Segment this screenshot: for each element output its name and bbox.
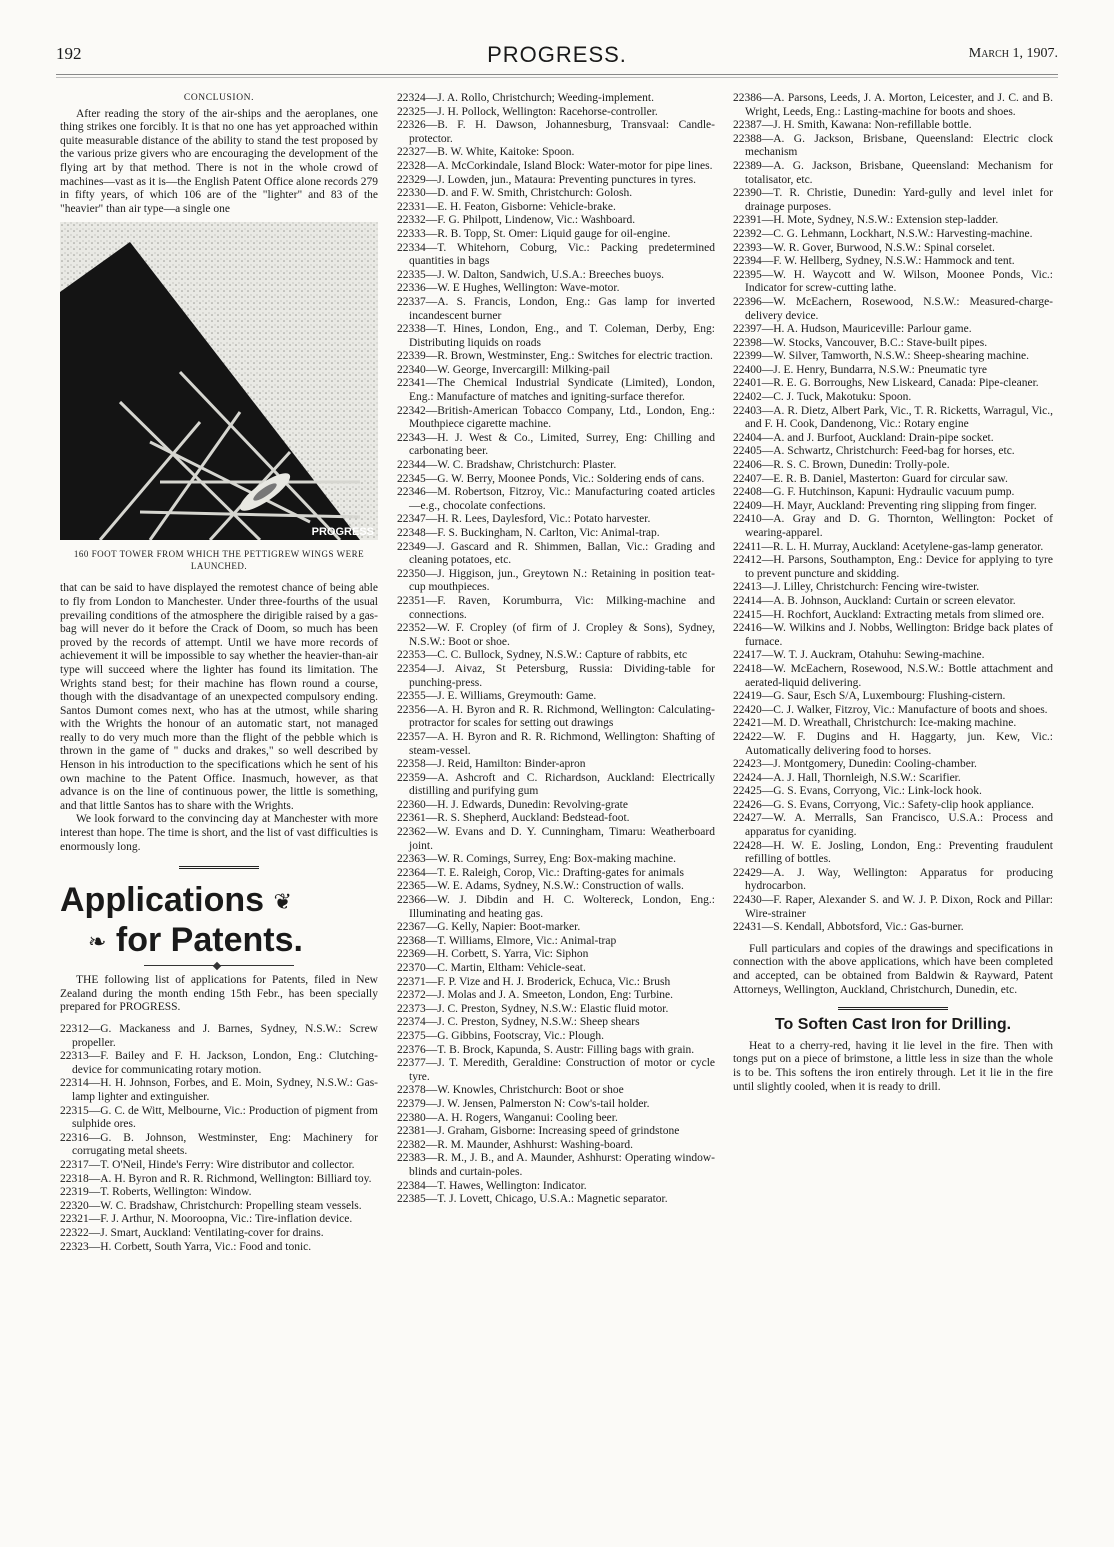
list-item: 22386—A. Parsons, Leeds, J. A. Morton, Leicester, and J. C. and B. Wright, Leeds, Eng.: Lasting-machine for boots and shoes.	[733, 92, 1053, 118]
page-number: 192	[56, 44, 82, 63]
list-item: 22315—G. C. de Witt, Melbourne, Vic.: Production of pigment from sulphide ores.	[60, 1104, 378, 1131]
publication-title: PROGRESS.	[487, 42, 627, 67]
list-item: 22363—W. R. Comings, Surrey, Eng: Box-making machine.	[397, 853, 676, 866]
list-item: 22326—B. F. H. Dawson, Johannesburg, Transvaal: Candle-protector.	[397, 119, 715, 145]
column-2	[397, 92, 715, 1207]
column-1	[60, 92, 378, 1254]
list-item: 22407—E. R. B. Daniel, Masterton: Guard for circular saw.	[733, 472, 1008, 485]
list-item: 22360—H. J. Edwards, Dunedin: Revolving-grate	[397, 798, 628, 811]
list-item: 22411—R. L. H. Murray, Auckland: Acetylene-gas-lamp generator.	[733, 540, 1044, 553]
list-item: 22314—H. H. Johnson, Forbes, and E. Moin, Sydney, N.S.W.: Gas-lamp lighter and extinguisher.	[60, 1077, 378, 1103]
list-item: 22368—T. Williams, Elmore, Vic.: Animal-trap	[397, 934, 617, 947]
list-item: 22361—R. S. Shepherd, Auckland: Bedstead-foot.	[397, 812, 630, 825]
list-item: 22353—C. C. Bullock, Sydney, N.S.W.: Capture of rabbits, etc	[397, 649, 688, 662]
list-item: 22409—H. Mayr, Auckland: Preventing ring slipping from finger.	[733, 499, 1037, 512]
page-header	[56, 42, 1058, 72]
entries-list-1	[60, 1023, 378, 1254]
list-item: 22401—R. E. G. Borroughs, New Liskeard, Canada: Pipe-cleaner.	[733, 377, 1039, 390]
list-item: 22403—A. R. Dietz, Albert Park, Vic., T. R. Ricketts, Warragul, Vic., and F. H. Cook, Dandenong, Vic.: Rotary engine	[733, 404, 1053, 431]
list-item: 22335—J. W. Dalton, Sandwich, U.S.A.: Breeches buoys.	[397, 268, 665, 281]
list-item: 22323—H. Corbett, South Yarra, Vic.: Food and tonic.	[60, 1240, 312, 1253]
list-item: 22365—W. E. Adams, Sydney, N.S.W.: Construction of walls.	[397, 880, 684, 893]
list-item: 22390—T. R. Christie, Dunedin: Yard-gully and level inlet for drainage purposes.	[733, 187, 1053, 213]
list-item: 22327—B. W. White, Kaitoke: Spoon.	[397, 146, 575, 159]
conclusion-paragraph-3: We look forward to the convincing day at Manchester with more interest than hope. The time is short, and the list of vast difficulties is enormously long.	[60, 813, 379, 853]
list-item: 22421—M. D. Wreathall, Christchurch: Ice-making machine.	[733, 717, 1017, 730]
list-item: 22344—W. C. Bradshaw, Christchurch: Plaster.	[397, 459, 617, 472]
list-item: 22342—British-American Tobacco Company, Ltd., London, Eng.: Mouthpiece cigarette machine.	[397, 404, 715, 431]
list-item: 22373—J. C. Preston, Sydney, N.S.W.: Elastic fluid motor.	[397, 1002, 669, 1015]
list-item: 22385—T. J. Lovett, Chicago, U.S.A.: Magnetic separator.	[397, 1193, 668, 1206]
list-item: 22380—A. H. Rogers, Wanganui: Cooling beer.	[397, 1111, 618, 1124]
list-item: 22337—A. S. Francis, London, Eng.: Gas lamp for inverted incandescent burner	[397, 295, 715, 322]
section-divider	[838, 1007, 948, 1010]
article-text: Heat to a cherry-red, having it lie level in the fire. Then with tongs put on a piece of brimstone, a little less in size than the whole is to be. This softens the iron entirely through. Let it lie in the fire until slightly cooled, when it is ready to drill.	[733, 1039, 1053, 1093]
section-title-line-1: Applications	[60, 881, 265, 920]
list-item: 22418—W. McEachern, Rosewood, N.S.W.: Bottle attachment and aerated-liquid delivering.	[733, 662, 1053, 689]
list-item: 22319—T. Roberts, Wellington: Window.	[60, 1186, 252, 1199]
entries-list-3	[733, 92, 1053, 935]
list-item: 22312—G. Mackaness and J. Barnes, Sydney, N.S.W.: Screw propeller.	[60, 1023, 378, 1049]
list-item: 22372—J. Molas and J. A. Smeeton, London, Eng: Turbine.	[397, 989, 674, 1002]
photo-caption: 160 FOOT TOWER FROM WHICH THE PETTIGREW WINGS WERE LAUNCHED.	[73, 549, 365, 572]
list-item: 22408—G. F. Hutchinson, Kapuni: Hydraulic vacuum pump.	[733, 486, 1015, 499]
list-item: 22423—J. Montgomery, Dunedin: Cooling-chamber.	[733, 758, 977, 771]
list-item: 22405—A. Schwartz, Christchurch: Feed-bag for horses, etc.	[733, 445, 1015, 458]
photo-watermark: PROGRESS	[311, 526, 374, 539]
list-item: 22375—G. Gibbins, Footscray, Vic.: Plough.	[397, 1029, 604, 1042]
list-item: 22333—R. B. Topp, St. Omer: Liquid gauge for oil-engine.	[397, 227, 671, 240]
list-item: 22351—F. Raven, Korumburra, Vic: Milking-machine and connections.	[397, 594, 715, 621]
closing-note: Full particulars and copies of the drawings and specifications in connection with the above applications, which have been completed and accepted, can be obtained from Baldwin & Rayward, Patent Attorneys, Wellington, Auckland, Christchurch, Dunedin, etc.	[733, 942, 1053, 996]
article-title: To Soften Cast Iron for Drilling.	[774, 1016, 1012, 1034]
list-item: 22316—G. B. Johnson, Westminster, Eng: Machinery for corrugating metal sheets.	[60, 1131, 378, 1158]
list-item: 22331—E. H. Featon, Gisborne: Vehicle-brake.	[397, 200, 616, 213]
list-item: 22369—H. Corbett, S. Yarra, Vic: Siphon	[397, 948, 589, 961]
list-item: 22320—W. C. Bradshaw, Christchurch: Propelling steam vessels.	[60, 1199, 362, 1212]
list-item: 22352—W. F. Cropley (of firm of J. Cropley & Sons), Sydney, N.S.W.: Boot or shoe.	[397, 622, 715, 648]
list-item: 22429—A. J. Way, Wellington: Apparatus for producing hydrocarbon.	[733, 866, 1053, 893]
list-item: 22346—M. Robertson, Fitzroy, Vic.: Manufacturing coated articles—e.g., chocolate confections.	[397, 486, 715, 512]
list-item: 22332—F. G. Philpott, Lindenow, Vic.: Washboard.	[397, 214, 636, 227]
conclusion-heading: CONCLUSION.	[183, 93, 255, 103]
list-item: 22350—J. Higgison, jun., Greytown N.: Retaining in position teat-cup mouthpieces.	[397, 567, 715, 594]
list-item: 22348—F. S. Buckingham, N. Carlton, Vic: Animal-trap.	[397, 527, 660, 539]
list-item: 22391—H. Mote, Sydney, N.S.W.: Extension step-ladder.	[733, 214, 999, 227]
list-item: 22393—W. R. Gover, Burwood, N.S.W.: Spinal corselet.	[733, 241, 995, 254]
list-item: 22379—J. W. Jensen, Palmerston N: Cow's-tail holder.	[397, 1097, 650, 1110]
list-item: 22343—H. J. West & Co., Limited, Surrey, Eng: Chilling and carbonating beer.	[397, 431, 715, 458]
list-item: 22381—J. Graham, Gisborne: Increasing speed of grindstone	[397, 1125, 680, 1138]
list-item: 22339—R. Brown, Westminster, Eng.: Switches for electric traction.	[397, 350, 713, 363]
list-item: 22370—C. Martin, Eltham: Vehicle-seat.	[397, 962, 586, 974]
list-item: 22377—J. T. Meredith, Geraldine: Construction of motor or cycle tyre.	[397, 1057, 715, 1083]
list-item: 22359—A. Ashcroft and C. Richardson, Auckland: Electrically distilling and purifying gum	[397, 771, 715, 798]
list-item: 22430—F. Raper, Alexander S. and W. J. P. Dixon, Rock and Pillar: Wire-strainer	[733, 894, 1053, 920]
list-item: 22425—G. S. Evans, Corryong, Vic.: Link-lock hook.	[733, 785, 982, 798]
list-item: 22330—D. and F. W. Smith, Christchurch: Golosh.	[397, 187, 633, 200]
list-item: 22394—F. W. Hellberg, Sydney, N.S.W.: Hammock and tent.	[733, 255, 1015, 268]
flourish-icon: ❦	[273, 889, 292, 915]
list-item: 22336—W. E Hughes, Wellington: Wave-motor.	[397, 282, 620, 295]
list-item: 22345—G. W. Berry, Moonee Ponds, Vic.: Soldering ends of cans.	[397, 472, 705, 485]
list-item: 22431—S. Kendall, Abbotsford, Vic.: Gas-burner.	[733, 921, 964, 934]
list-item: 22325—J. H. Pollock, Wellington: Racehorse-controller.	[397, 105, 658, 118]
list-item: 22378—W. Knowles, Christchurch: Boot or shoe	[397, 1084, 624, 1097]
list-item: 22324—J. A. Rollo, Christchurch; Weeding-implement.	[397, 92, 654, 104]
issue-date: March 1, 1907.	[968, 46, 1058, 61]
list-item: 22406—R. S. C. Brown, Dunedin: Trolly-pole.	[733, 459, 950, 472]
list-item: 22383—R. M., J. B., and A. Maunder, Ashhurst: Operating window-blinds and curtain-poles.	[397, 1152, 715, 1178]
list-item: 22397—H. A. Hudson, Mauriceville: Parlour game.	[733, 323, 972, 336]
list-item: 22318—A. H. Byron and R. R. Richmond, Wellington: Billiard toy.	[60, 1172, 372, 1185]
list-item: 22362—W. Evans and D. Y. Cunningham, Timaru: Weatherboard joint.	[397, 826, 715, 852]
list-item: 22340—W. George, Invercargill: Milking-pail	[397, 363, 610, 376]
list-item: 22419—G. Saur, Esch S/A, Luxembourg: Flushing-cistern.	[733, 690, 1006, 703]
list-item: 22354—J. Aivaz, St Petersburg, Russia: Dividing-table for punching-press.	[397, 662, 715, 689]
list-item: 22355—J. E. Williams, Greymouth: Game.	[397, 690, 597, 703]
column-3	[733, 92, 1053, 1094]
list-item: 22367—G. Kelly, Napier: Boot-marker.	[397, 921, 581, 934]
list-item: 22317—T. O'Neil, Hinde's Ferry: Wire distributor and collector.	[60, 1158, 355, 1171]
header-rule	[56, 74, 1058, 78]
list-item: 22413—J. Lilley, Christchurch: Fencing wire-twister.	[733, 581, 980, 594]
list-item: 22426—G. S. Evans, Corryong, Vic.: Safety-clip hook appliance.	[733, 798, 1034, 811]
list-item: 22338—T. Hines, London, Eng., and T. Coleman, Derby, Eng: Distributing liquids on roads	[397, 323, 715, 349]
list-item: 22313—F. Bailey and F. H. Jackson, London, Eng.: Clutching-device for communicating rotary motion.	[60, 1050, 378, 1076]
list-item: 22356—A. H. Byron and R. R. Richmond, Wellington: Calculating-protractor for scales for setting out drawings	[397, 703, 715, 730]
title-ornament-rule	[144, 965, 294, 966]
list-item: 22376—T. B. Brock, Kapunda, S. Austr: Filling bags with grain.	[397, 1043, 695, 1056]
conclusion-paragraph-2: that can be said to have displayed the remotest chance of being able to fly from London to Manchester. Under three-fourths of the usual prevailing conditions of the atmosphere the dirigible raised by a gas-bag will never do it before the Crack of Doom, so much has been proved by the records of attempt. Until we have more records of achievement it will be impossible to say whether the heavier-than-air type will succeed where the lighter has found its limitation. The Wrights stand best; for their machine has flown round a course, though with the disadvantage of an unexpected compulsory ending. Santos Dumont comes next, who has at the utmost, while sharing with the Wrights the honour of an automatic start, not managed really to do very much more than the flight of the pebble which is thrown in the game of " ducks and drakes," so well described by Henson in his introduction to the specifications which he sent of his own machine to the Patent Office. Inasmuch, however, as that advance is on the line of continuous power, the little is something, and that little Santos has to share with the Wrights.	[60, 582, 378, 812]
list-item: 22382—R. M. Maunder, Ashhurst: Washing-board.	[397, 1138, 634, 1151]
list-item: 22364—T. E. Raleigh, Corop, Vic.: Drafting-gates for animals	[397, 866, 684, 879]
list-item: 22396—W. McEachern, Rosewood, N.S.W.: Measured-charge-delivery device.	[733, 295, 1053, 322]
list-item: 22347—H. R. Lees, Daylesford, Vic.: Potato harvester.	[397, 513, 651, 526]
section-title-line-2: for Patents.	[115, 921, 303, 960]
list-item: 22366—W. J. Dibdin and H. C. Woltereck, London, Eng.: Illuminating and heating gas.	[397, 894, 715, 920]
patents-intro: THE following list of applications for Patents, filed in New Zealand during the month ending 15th Febr., has been specially prepared for PROGRESS.	[60, 974, 378, 1014]
list-item: 22349—J. Gascard and R. Shimmen, Ballan, Vic.: Grading and cleaning potatoes, etc.	[397, 540, 715, 567]
list-item: 22358—J. Reid, Hamilton: Binder-apron	[397, 758, 586, 771]
list-item: 22410—A. Gray and D. G. Thornton, Wellington: Pocket of wearing-apparel.	[733, 513, 1053, 539]
list-item: 22328—A. McCorkindale, Island Block: Water-motor for pipe lines.	[397, 159, 713, 172]
list-item: 22389—A. G. Jackson, Brisbane, Queensland: Mechanism for totalisator, etc.	[733, 159, 1053, 186]
list-item: 22398—W. Stocks, Vancouver, B.C.: Stave-built pipes.	[733, 336, 988, 349]
list-item: 22427—W. A. Merralls, San Francisco, U.S.A.: Process and apparatus for cyaniding.	[733, 812, 1053, 839]
list-item: 22357—A. H. Byron and R. R. Richmond, Wellington: Shafting of steam-vessel.	[397, 730, 715, 757]
section-divider	[179, 866, 259, 871]
list-item: 22388—A. G. Jackson, Brisbane, Queensland: Electric clock mechanism	[733, 132, 1053, 159]
list-item: 22416—W. Wilkins and J. Nobbs, Wellington: Bridge back plates of furnace.	[733, 622, 1053, 648]
list-item: 22420—C. J. Walker, Fitzroy, Vic.: Manufacture of boots and shoes.	[733, 703, 1048, 716]
list-item: 22424—A. J. Hall, Thornleigh, N.S.W.: Scarifier.	[733, 771, 961, 784]
flourish-icon: ❧	[88, 929, 107, 955]
list-item: 22422—W. F. Dugins and H. Haggarty, jun. Kew, Vic.: Automatically delivering food to horses.	[733, 730, 1053, 757]
list-item: 22392—C. G. Lehmann, Lockhart, N.S.W.: Harvesting-machine.	[733, 227, 1033, 240]
list-item: 22417—W. T. J. Auckram, Otahuhu: Sewing-machine.	[733, 649, 985, 662]
list-item: 22414—A. B. Johnson, Auckland: Curtain or screen elevator.	[733, 594, 1016, 607]
list-item: 22404—A. and J. Burfoot, Auckland: Drain-pipe socket.	[733, 431, 994, 444]
list-item: 22412—H. Parsons, Southampton, Eng.: Device for applying to tyre to prevent puncture and skidding.	[733, 554, 1053, 580]
list-item: 22322—J. Smart, Auckland: Ventilating-cover for drains.	[60, 1226, 324, 1239]
list-item: 22371—F. P. Vize and H. J. Broderick, Echuca, Vic.: Brush	[397, 975, 671, 988]
list-item: 22341—The Chemical Industrial Syndicate (Limited), London, Eng.: Manufacture of matches and igniting-surface therefor.	[397, 377, 715, 404]
list-item: 22400—J. E. Henry, Bundarra, N.S.W.: Pneumatic tyre	[733, 363, 988, 376]
list-item: 22321—F. J. Arthur, N. Mooroopna, Vic.: Tire-inflation device.	[60, 1213, 353, 1226]
section-title	[60, 881, 378, 961]
list-item: 22402—C. J. Tuck, Makotuku: Spoon.	[733, 391, 912, 404]
list-item: 22428—H. W. E. Josling, London, Eng.: Preventing fraudulent refilling of bottles.	[733, 839, 1053, 866]
list-item: 22374—J. C. Preston, Sydney, N.S.W.: Sheep shears	[397, 1016, 640, 1029]
list-item: 22395—W. H. Waycott and W. Wilson, Moonee Ponds, Vic.: Indicator for screw-cutting lathe.	[733, 268, 1053, 295]
list-item: 22399—W. Silver, Tamworth, N.S.W.: Sheep-shearing machine.	[733, 350, 1029, 363]
list-item: 22387—J. H. Smith, Kawana: Non-refillable bottle.	[733, 119, 972, 132]
list-item: 22329—J. Lowden, jun., Mataura: Preventing punctures in tyres.	[397, 173, 696, 186]
entries-list-2	[397, 92, 715, 1207]
conclusion-paragraph-1: After reading the story of the air-ships and the aeroplanes, one thing strikes one forcibly. It is that no one has yet approached within quite measurable distance of the ability to stand the test proposed by the various prize givers who are encouraging the development of the flying art by that method. There is not in the whole crowd of machines—vast as it is—the English Patent Office alone records 279 in fifty years, of which 106 are of the "lighter" and 83 of the "heavier" than air type—a single one	[60, 107, 378, 215]
tower-photo	[60, 222, 378, 540]
list-item: 22415—H. Rochfort, Auckland: Extracting metals from slimed ore.	[733, 608, 1045, 621]
list-item: 22384—T. Hawes, Wellington: Indicator.	[397, 1179, 587, 1192]
list-item: 22334—T. Whitehorn, Coburg, Vic.: Packing predetermined quantities in bags	[397, 241, 715, 268]
